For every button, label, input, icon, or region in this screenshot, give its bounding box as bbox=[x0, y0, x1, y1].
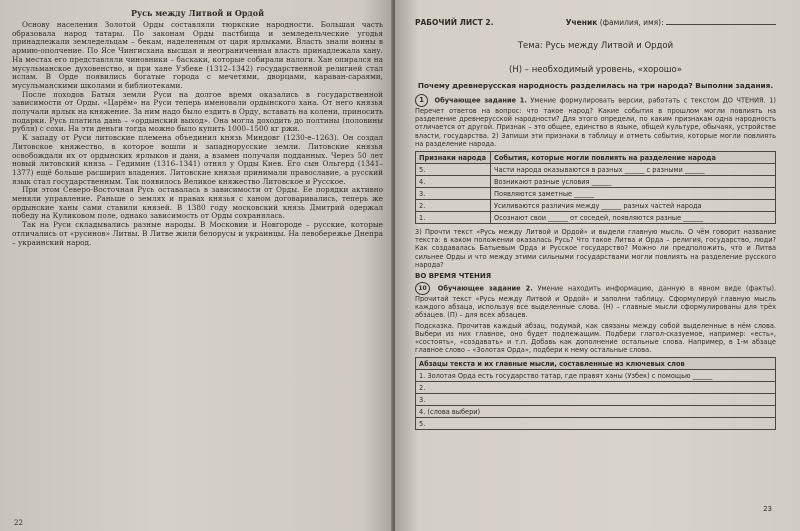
table-cell[interactable]: Усиливаются различия между ______ разных частей народа bbox=[491, 200, 776, 212]
table-row bbox=[416, 382, 776, 394]
student-field[interactable] bbox=[566, 18, 776, 27]
table-row bbox=[416, 200, 776, 212]
task-2-hint: Подсказка. Прочитав каждый абзац, подумай, как связаны между собой выделенные в нём слова. Выбери из них главное, оно будет подлежащим. Подбери глагол-сказуемое, например: «есть», «состоять», «создавать» и т.п. Добавь как дополнение остальные слова. Например, в 1-м абзаце главное слово – «Золотая Орда», подбери к нему остальные слова. bbox=[415, 321, 776, 355]
table-cell[interactable]: Возникают разные условия ______ bbox=[491, 176, 776, 188]
paragraphs-table bbox=[415, 357, 776, 430]
table-cell[interactable]: 3. bbox=[416, 188, 491, 200]
task-number-badge: 10 bbox=[415, 282, 430, 295]
worksheet-header bbox=[415, 18, 776, 27]
left-page bbox=[0, 0, 393, 531]
table-cell[interactable]: 5. bbox=[416, 164, 491, 176]
table-cell[interactable]: 2. bbox=[416, 200, 491, 212]
paragraph: К западу от Руси литовские племена объединил князь Миндовг (1230-е–1263). Он создал Литовское княжество, в которое вошли и западнорусские земли. Литовские князья освобождали их от ордынских ярлыков и дани, а взамен получали подданных. Через 50 лет новый литовский князь – Гедимин (1316–1341) отнял у Орды Киев. Его сын Ольгерд (1341–1377) ещё больше расширил владения. Литовские князья принимали православие, а русский язык стал государственным. Так появилось Великое княжество Литовское и Русское. bbox=[12, 133, 383, 186]
table-cell[interactable]: 4. bbox=[416, 176, 491, 188]
student-label: Ученик bbox=[565, 18, 598, 27]
table-header: События, которые могли повлиять на разделение народа bbox=[491, 152, 776, 164]
table-row bbox=[416, 370, 776, 382]
worksheet-label: РАБОЧИЙ ЛИСТ 2. bbox=[415, 18, 494, 27]
task-number-badge: 1 bbox=[415, 94, 428, 107]
right-page-number: 23 bbox=[763, 505, 772, 513]
table-header: Абзацы текста и их главные мысли, составленные из ключевых слов bbox=[416, 358, 776, 370]
table-cell[interactable]: 1. bbox=[416, 212, 491, 224]
table-row bbox=[416, 394, 776, 406]
table-cell[interactable]: Части народа оказываются в разных ______ с разными ______ bbox=[491, 164, 776, 176]
task-1-part-3: 3) Прочти текст «Русь между Литвой и Ордой» и выдели главную мысль. О чём говорит название текста: в каком положении оказалась Русь? Что такое Литва и Орда – религия, государство, люди? Как создавалась Батыевым Орда и Русское государство? Можно ли предположить, что и Литва сильнее Орды и что между этими сильными государствами могли повлиять на разделение русского народа? bbox=[415, 228, 776, 269]
left-page-title: Русь между Литвой и Ордой bbox=[130, 8, 265, 18]
main-question: Почему древнерусская народность разделилась на три народа? Выполни задания. bbox=[417, 81, 774, 90]
table-cell[interactable]: 1. Золотая Орда есть государство татар, где правят ханы (Узбек) с помощью ______ bbox=[416, 370, 776, 382]
table-row bbox=[416, 164, 776, 176]
paragraph: Основу населения Золотой Орды составляли тюркские народности. Большая часть образовала народ татары. По законам Орды пастбища и земледельческие угодья принадлежали земледельцам – бекам, наделенным от царя ярлыками. Власть знали воины в армию-ополчение. По Ясе Чингисхана высшая и неограниченная власть принадлежала хану. На местах его представляли чиновники – баскаки, которые собирали налоги. Хан опирался на мусульманское духовенство, и при хане Узбеке (1312–1342) государственной религией стал ислам. В Орде появились богатые города с мечетями, дворцами, караван-сараями, мусульманскими школами и библиотеками. bbox=[12, 20, 383, 90]
student-hint: (фамилия, имя): bbox=[599, 18, 664, 27]
table-row bbox=[416, 212, 776, 224]
task-2-text: Умение находить информацию, данную в явном виде (факты). Прочитай текст «Русь между Литвой и Ордой» и заполни таблицу. Сформулируй главную мысль каждого абзаца, используя все выделенные слова. (Н) – главные мысли сформулированы для трёх абзацев. (П) – для всех абзацев. bbox=[415, 284, 776, 320]
level-note: (Н) – необходимый уровень, «хорошо» bbox=[509, 65, 682, 75]
task-1-text: Умение формулировать версии, работать с текстом ДО ЧТЕНИЯ. 1) Перечет ответов на вопрос: что такое народ? Какие события в прошлом могли повлиять на разделение древнерусской народности? Для этого определи, по каким признакам одна народность отличается от другой. Признак – это общее, единство в языке, общей культуре, обычаях, устройстве власти, государства. 2) Запиши эти признаки в таблицу и отметь события, которые могли повлиять на разделение народа. bbox=[415, 96, 776, 148]
table-row bbox=[416, 406, 776, 418]
table-row bbox=[416, 418, 776, 430]
paragraph: После походов Батыя земли Руси на долгое время оказались в государственной зависимости от Орды. «Царём» на Руси теперь именовали ордынского хана. От него князья получали ярлык на княжение. За ним надо было ездить в Орду, вставать на колени, приносить подарки. Русь платила дань – «ордынский выход». Она могла доходить до полтины (половины рубля) с сохи. На эти деньги тогда можно было купить 1000–1500 кг ржи. bbox=[12, 89, 383, 134]
table-cell[interactable]: Появляются заметные ______ bbox=[491, 188, 776, 200]
table-cell[interactable]: 4. (слова выбери) bbox=[416, 406, 776, 418]
paragraph: При этом Северо-Восточная Русь оставалась в зависимости от Орды. Ее порядки активно меняли управление. Раньше о землях и правах князья с ханом договаривались, теперь же ордынские ханы сами ставили князей. В 1380 году московский князь Дмитрий одержал победу на Куликовом поле, однако зависимость от Орды сохранялась. bbox=[12, 185, 383, 221]
paragraph: Так на Руси складывались разные народы. В Московии и Новгороде – русские, которые отличались от «русинов» Литвы. В Литве жили белорусы и украинцы. На левобережье Днепра – украинский народ. bbox=[12, 220, 383, 247]
table-cell[interactable]: 2. bbox=[416, 382, 776, 394]
signs-table bbox=[415, 151, 776, 224]
table-cell[interactable]: Осознают свои ______ от соседей, появляются разные ______ bbox=[491, 212, 776, 224]
right-page bbox=[395, 0, 800, 531]
section-title: ВО ВРЕМЯ ЧТЕНИЯ bbox=[415, 272, 492, 281]
topic-title: Тема: Русь между Литвой и Ордой bbox=[517, 41, 674, 51]
table-row bbox=[416, 188, 776, 200]
table-cell[interactable]: 3. bbox=[416, 394, 776, 406]
table-row bbox=[416, 176, 776, 188]
table-header: Признаки народа bbox=[416, 152, 491, 164]
task-1 bbox=[415, 94, 776, 148]
task-1-title: Обучающее задание 1. bbox=[434, 96, 527, 105]
table-cell[interactable]: 5. bbox=[416, 418, 776, 430]
task-2 bbox=[415, 282, 776, 320]
left-page-number: 22 bbox=[14, 519, 23, 527]
task-2-title: Обучающее задание 2. bbox=[437, 284, 533, 293]
